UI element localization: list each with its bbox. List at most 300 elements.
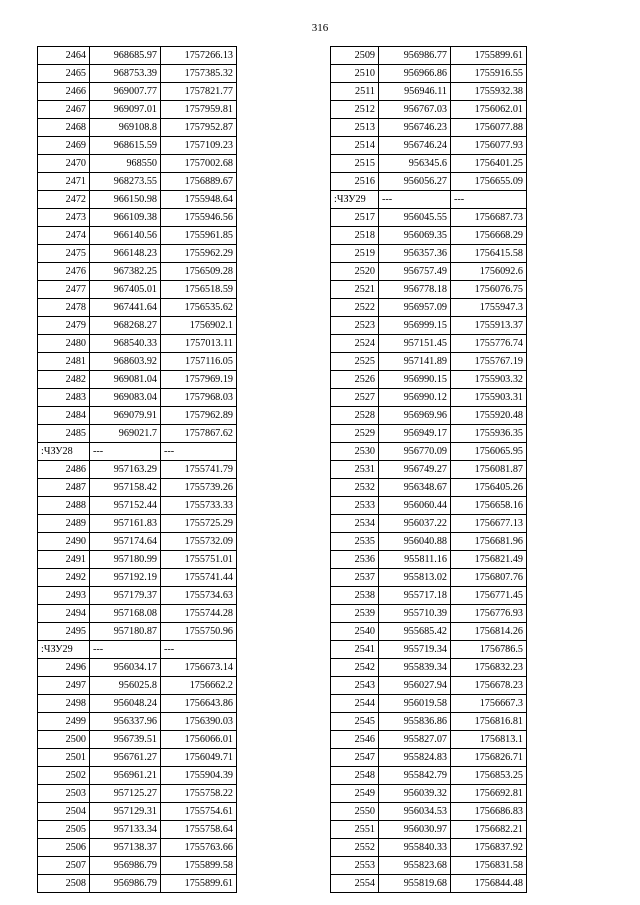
point-number-cell: 2497	[38, 677, 90, 695]
y-coordinate-cell: 1756077.93	[451, 137, 527, 155]
y-coordinate-cell: 1755725.29	[161, 515, 237, 533]
y-coordinate-cell: 1756509.28	[161, 263, 237, 281]
y-coordinate-cell: 1755913.37	[451, 317, 527, 335]
x-coordinate-cell: 956025.8	[90, 677, 161, 695]
y-coordinate-cell: 1757969.19	[161, 371, 237, 389]
x-coordinate-cell: 956040.88	[379, 533, 451, 551]
x-coordinate-cell: 969079.91	[90, 407, 161, 425]
point-number-cell: 2475	[38, 245, 90, 263]
y-coordinate-cell: 1756821.49	[451, 551, 527, 569]
point-number-cell: 2524	[331, 335, 379, 353]
point-number-cell: 2481	[38, 353, 90, 371]
table-row	[331, 479, 527, 497]
x-coordinate-cell: 966148.23	[90, 245, 161, 263]
point-number-cell: 2482	[38, 371, 90, 389]
point-number-cell: 2549	[331, 785, 379, 803]
table-row	[331, 245, 527, 263]
table-row	[38, 803, 237, 821]
table-row	[38, 191, 237, 209]
table-row	[331, 353, 527, 371]
point-number-cell: 2508	[38, 875, 90, 893]
x-coordinate-cell: 956761.27	[90, 749, 161, 767]
table-row	[331, 533, 527, 551]
x-coordinate-cell: 969108.8	[90, 119, 161, 137]
table-row	[331, 389, 527, 407]
y-coordinate-cell: 1756655.09	[451, 173, 527, 191]
y-coordinate-cell: 1756687.73	[451, 209, 527, 227]
point-number-cell: 2466	[38, 83, 90, 101]
table-row	[331, 515, 527, 533]
table-row	[38, 227, 237, 245]
y-coordinate-cell: 1756667.3	[451, 695, 527, 713]
table-row	[38, 101, 237, 119]
point-number-cell: 2552	[331, 839, 379, 857]
table-row	[331, 587, 527, 605]
point-number-cell: 2515	[331, 155, 379, 173]
y-coordinate-cell: 1755758.22	[161, 785, 237, 803]
x-coordinate-cell: 967405.01	[90, 281, 161, 299]
section-y-cell: ---	[161, 443, 237, 461]
x-coordinate-cell: 956770.09	[379, 443, 451, 461]
table-row	[331, 677, 527, 695]
table-row	[38, 821, 237, 839]
table-row	[331, 569, 527, 587]
point-number-cell: 2489	[38, 515, 90, 533]
x-coordinate-cell: 956990.15	[379, 371, 451, 389]
x-coordinate-cell: 957161.83	[90, 515, 161, 533]
point-number-cell: 2548	[331, 767, 379, 785]
y-coordinate-cell: 1756786.5	[451, 641, 527, 659]
y-coordinate-cell: 1756813.1	[451, 731, 527, 749]
table-row	[38, 731, 237, 749]
y-coordinate-cell: 1757109.23	[161, 137, 237, 155]
x-coordinate-cell: 957151.45	[379, 335, 451, 353]
table-row	[331, 281, 527, 299]
table-row	[38, 605, 237, 623]
point-number-cell: 2542	[331, 659, 379, 677]
y-coordinate-cell: 1756771.45	[451, 587, 527, 605]
x-coordinate-cell: 956030.97	[379, 821, 451, 839]
table-row	[331, 83, 527, 101]
y-coordinate-cell: 1756076.75	[451, 281, 527, 299]
point-number-cell: 2509	[331, 47, 379, 65]
x-coordinate-cell: 969097.01	[90, 101, 161, 119]
point-number-cell: 2518	[331, 227, 379, 245]
y-coordinate-cell: 1755946.56	[161, 209, 237, 227]
y-coordinate-cell: 1755741.79	[161, 461, 237, 479]
y-coordinate-cell: 1756832.23	[451, 659, 527, 677]
point-number-cell: 2499	[38, 713, 90, 731]
point-number-cell: 2465	[38, 65, 90, 83]
coordinates-table-right	[330, 46, 527, 893]
point-number-cell: 2502	[38, 767, 90, 785]
y-coordinate-cell: 1756902.1	[161, 317, 237, 335]
x-coordinate-cell: 956056.27	[379, 173, 451, 191]
y-coordinate-cell: 1756643.86	[161, 695, 237, 713]
table-row	[331, 767, 527, 785]
y-coordinate-cell: 1757962.89	[161, 407, 237, 425]
table-row	[38, 119, 237, 137]
y-coordinate-cell: 1756415.58	[451, 245, 527, 263]
x-coordinate-cell: 956746.24	[379, 137, 451, 155]
x-coordinate-cell: 968268.27	[90, 317, 161, 335]
y-coordinate-cell: 1756662.2	[161, 677, 237, 695]
table-row	[331, 65, 527, 83]
point-number-cell: 2471	[38, 173, 90, 191]
y-coordinate-cell: 1755936.35	[451, 425, 527, 443]
x-coordinate-cell: 957180.99	[90, 551, 161, 569]
table-row	[38, 677, 237, 695]
x-coordinate-cell: 955824.83	[379, 749, 451, 767]
point-number-cell: 2513	[331, 119, 379, 137]
x-coordinate-cell: 955827.07	[379, 731, 451, 749]
x-coordinate-cell: 957141.89	[379, 353, 451, 371]
x-coordinate-cell: 956999.15	[379, 317, 451, 335]
y-coordinate-cell: 1755916.55	[451, 65, 527, 83]
y-coordinate-cell: 1756065.95	[451, 443, 527, 461]
point-number-cell: 2539	[331, 605, 379, 623]
table-row	[331, 641, 527, 659]
point-number-cell: 2521	[331, 281, 379, 299]
x-coordinate-cell: 956045.55	[379, 209, 451, 227]
table-row	[38, 425, 237, 443]
y-coordinate-cell: 1756081.87	[451, 461, 527, 479]
point-number-cell: 2532	[331, 479, 379, 497]
x-coordinate-cell: 957180.87	[90, 623, 161, 641]
table-row	[331, 443, 527, 461]
table-row	[38, 767, 237, 785]
table-row	[331, 605, 527, 623]
y-coordinate-cell: 1756678.23	[451, 677, 527, 695]
table-row	[331, 173, 527, 191]
point-number-cell: 2510	[331, 65, 379, 83]
x-coordinate-cell: 957168.08	[90, 605, 161, 623]
table-row	[38, 569, 237, 587]
point-number-cell: 2500	[38, 731, 90, 749]
point-number-cell: 2485	[38, 425, 90, 443]
x-coordinate-cell: 957163.29	[90, 461, 161, 479]
x-coordinate-cell: 955719.34	[379, 641, 451, 659]
table-row	[38, 875, 237, 893]
table-row	[38, 47, 237, 65]
point-number-cell: 2520	[331, 263, 379, 281]
point-number-cell: 2483	[38, 389, 90, 407]
point-number-cell: 2467	[38, 101, 90, 119]
table-row	[38, 371, 237, 389]
y-coordinate-cell: 1757013.11	[161, 335, 237, 353]
y-coordinate-cell: 1755741.44	[161, 569, 237, 587]
point-number-cell: 2527	[331, 389, 379, 407]
x-coordinate-cell: 955710.39	[379, 605, 451, 623]
x-coordinate-cell: 956034.17	[90, 659, 161, 677]
table-row	[331, 731, 527, 749]
point-number-cell: 2534	[331, 515, 379, 533]
point-number-cell: 2550	[331, 803, 379, 821]
y-coordinate-cell: 1756066.01	[161, 731, 237, 749]
point-number-cell: 2464	[38, 47, 90, 65]
y-coordinate-cell: 1755947.3	[451, 299, 527, 317]
y-coordinate-cell: 1756807.76	[451, 569, 527, 587]
table-row	[38, 245, 237, 263]
table-row	[331, 857, 527, 875]
y-coordinate-cell: 1755904.39	[161, 767, 237, 785]
y-coordinate-cell: 1755763.66	[161, 839, 237, 857]
table-row	[331, 227, 527, 245]
y-coordinate-cell: 1755899.61	[451, 47, 527, 65]
table-row	[331, 209, 527, 227]
x-coordinate-cell: 956957.09	[379, 299, 451, 317]
point-number-cell: 2544	[331, 695, 379, 713]
point-number-cell: 2514	[331, 137, 379, 155]
x-coordinate-cell: 956961.21	[90, 767, 161, 785]
table-row	[331, 47, 527, 65]
table-row	[331, 461, 527, 479]
x-coordinate-cell: 956986.79	[90, 875, 161, 893]
y-coordinate-cell: 1756518.59	[161, 281, 237, 299]
point-number-cell: 2553	[331, 857, 379, 875]
x-coordinate-cell: 955819.68	[379, 875, 451, 893]
y-coordinate-cell: 1757002.68	[161, 155, 237, 173]
x-coordinate-cell: 956019.58	[379, 695, 451, 713]
x-coordinate-cell: 956767.03	[379, 101, 451, 119]
y-coordinate-cell: 1756681.96	[451, 533, 527, 551]
y-coordinate-cell: 1755750.96	[161, 623, 237, 641]
point-number-cell: 2477	[38, 281, 90, 299]
table-row	[331, 803, 527, 821]
y-coordinate-cell: 1756092.6	[451, 263, 527, 281]
point-number-cell: 2517	[331, 209, 379, 227]
table-row	[38, 83, 237, 101]
table-row	[331, 839, 527, 857]
y-coordinate-cell: 1757968.03	[161, 389, 237, 407]
x-coordinate-cell: 956949.17	[379, 425, 451, 443]
table-row	[38, 479, 237, 497]
x-coordinate-cell: 956345.6	[379, 155, 451, 173]
point-number-cell: 2529	[331, 425, 379, 443]
point-number-cell: 2512	[331, 101, 379, 119]
y-coordinate-cell: 1756077.88	[451, 119, 527, 137]
table-row	[331, 821, 527, 839]
y-coordinate-cell: 1756682.21	[451, 821, 527, 839]
point-number-cell: 2484	[38, 407, 90, 425]
x-coordinate-cell: 956037.22	[379, 515, 451, 533]
point-number-cell: 2540	[331, 623, 379, 641]
point-number-cell: 2487	[38, 479, 90, 497]
y-coordinate-cell: 1756853.25	[451, 767, 527, 785]
y-coordinate-cell: 1756668.29	[451, 227, 527, 245]
x-coordinate-cell: 968615.59	[90, 137, 161, 155]
y-coordinate-cell: 1755899.61	[161, 875, 237, 893]
point-number-cell: 2468	[38, 119, 90, 137]
x-coordinate-cell: 968550	[90, 155, 161, 173]
table-row	[38, 713, 237, 731]
section-label-cell: :ЧЗУ29	[331, 191, 379, 209]
x-coordinate-cell: 956749.27	[379, 461, 451, 479]
y-coordinate-cell: 1755920.48	[451, 407, 527, 425]
point-number-cell: 2501	[38, 749, 90, 767]
point-number-cell: 2533	[331, 497, 379, 515]
point-number-cell: 2523	[331, 317, 379, 335]
table-row	[38, 839, 237, 857]
point-number-cell: 2474	[38, 227, 90, 245]
table-row	[331, 749, 527, 767]
x-coordinate-cell: 956048.24	[90, 695, 161, 713]
x-coordinate-cell: 956946.11	[379, 83, 451, 101]
point-number-cell: 2530	[331, 443, 379, 461]
table-row	[38, 533, 237, 551]
point-number-cell: 2547	[331, 749, 379, 767]
y-coordinate-cell: 1755948.64	[161, 191, 237, 209]
x-coordinate-cell: 957179.37	[90, 587, 161, 605]
x-coordinate-cell: 957192.19	[90, 569, 161, 587]
table-row	[331, 425, 527, 443]
table-row	[331, 785, 527, 803]
section-header-row	[38, 641, 237, 659]
y-coordinate-cell: 1756673.14	[161, 659, 237, 677]
x-coordinate-cell: 968685.97	[90, 47, 161, 65]
y-coordinate-cell: 1756776.93	[451, 605, 527, 623]
section-header-row	[331, 191, 527, 209]
table-row	[38, 173, 237, 191]
table-row	[38, 659, 237, 677]
table-row	[38, 515, 237, 533]
y-coordinate-cell: 1756837.92	[451, 839, 527, 857]
y-coordinate-cell: 1756535.62	[161, 299, 237, 317]
x-coordinate-cell: 955717.18	[379, 587, 451, 605]
y-coordinate-cell: 1755732.09	[161, 533, 237, 551]
y-coordinate-cell: 1755754.61	[161, 803, 237, 821]
table-row	[38, 299, 237, 317]
x-coordinate-cell: 956757.49	[379, 263, 451, 281]
table-row	[331, 155, 527, 173]
table-row	[331, 299, 527, 317]
table-row	[38, 623, 237, 641]
x-coordinate-cell: 968753.39	[90, 65, 161, 83]
point-number-cell: 2535	[331, 533, 379, 551]
y-coordinate-cell: 1756401.25	[451, 155, 527, 173]
y-coordinate-cell: 1755767.19	[451, 353, 527, 371]
table-row	[331, 659, 527, 677]
table-row	[38, 785, 237, 803]
table-row	[38, 353, 237, 371]
page-number: 316	[311, 22, 329, 34]
x-coordinate-cell: 955685.42	[379, 623, 451, 641]
y-coordinate-cell: 1755744.28	[161, 605, 237, 623]
point-number-cell: 2516	[331, 173, 379, 191]
point-number-cell: 2490	[38, 533, 90, 551]
table-row	[331, 317, 527, 335]
section-x-cell: ---	[379, 191, 451, 209]
section-x-cell: ---	[90, 443, 161, 461]
point-number-cell: 2503	[38, 785, 90, 803]
x-coordinate-cell: 957125.27	[90, 785, 161, 803]
point-number-cell: 2536	[331, 551, 379, 569]
x-coordinate-cell: 955811.16	[379, 551, 451, 569]
y-coordinate-cell: 1757959.81	[161, 101, 237, 119]
table-row	[38, 263, 237, 281]
x-coordinate-cell: 957129.31	[90, 803, 161, 821]
point-number-cell: 2492	[38, 569, 90, 587]
point-number-cell: 2531	[331, 461, 379, 479]
point-number-cell: 2493	[38, 587, 90, 605]
x-coordinate-cell: 966140.56	[90, 227, 161, 245]
section-y-cell: ---	[161, 641, 237, 659]
table-row	[38, 857, 237, 875]
section-label-cell: :ЧЗУ29	[38, 641, 90, 659]
y-coordinate-cell: 1756814.26	[451, 623, 527, 641]
x-coordinate-cell: 957133.34	[90, 821, 161, 839]
y-coordinate-cell: 1756405.26	[451, 479, 527, 497]
table-row	[331, 335, 527, 353]
y-coordinate-cell: 1755962.29	[161, 245, 237, 263]
point-number-cell: 2494	[38, 605, 90, 623]
table-row	[38, 137, 237, 155]
y-coordinate-cell: 1756889.67	[161, 173, 237, 191]
y-coordinate-cell: 1756831.58	[451, 857, 527, 875]
table-row	[331, 497, 527, 515]
y-coordinate-cell: 1755903.31	[451, 389, 527, 407]
table-row	[38, 695, 237, 713]
x-coordinate-cell: 957158.42	[90, 479, 161, 497]
x-coordinate-cell: 968540.33	[90, 335, 161, 353]
table-row	[38, 281, 237, 299]
table-row	[331, 713, 527, 731]
section-label-cell: :ЧЗУ28	[38, 443, 90, 461]
point-number-cell: 2546	[331, 731, 379, 749]
table-row	[331, 875, 527, 893]
x-coordinate-cell: 966109.38	[90, 209, 161, 227]
point-number-cell: 2472	[38, 191, 90, 209]
table-row	[38, 587, 237, 605]
y-coordinate-cell: 1757266.13	[161, 47, 237, 65]
point-number-cell: 2554	[331, 875, 379, 893]
point-number-cell: 2507	[38, 857, 90, 875]
y-coordinate-cell: 1756844.48	[451, 875, 527, 893]
x-coordinate-cell: 955836.86	[379, 713, 451, 731]
y-coordinate-cell: 1755733.33	[161, 497, 237, 515]
section-header-row	[38, 443, 237, 461]
y-coordinate-cell: 1757821.77	[161, 83, 237, 101]
x-coordinate-cell: 957152.44	[90, 497, 161, 515]
x-coordinate-cell: 957138.37	[90, 839, 161, 857]
point-number-cell: 2491	[38, 551, 90, 569]
x-coordinate-cell: 969007.77	[90, 83, 161, 101]
y-coordinate-cell: 1757867.62	[161, 425, 237, 443]
x-coordinate-cell: 956746.23	[379, 119, 451, 137]
x-coordinate-cell: 956969.96	[379, 407, 451, 425]
point-number-cell: 2504	[38, 803, 90, 821]
point-number-cell: 2528	[331, 407, 379, 425]
x-coordinate-cell: 956986.77	[379, 47, 451, 65]
table-row	[331, 623, 527, 641]
x-coordinate-cell: 956348.67	[379, 479, 451, 497]
point-number-cell: 2470	[38, 155, 90, 173]
y-coordinate-cell: 1756062.01	[451, 101, 527, 119]
y-coordinate-cell: 1757116.05	[161, 353, 237, 371]
section-y-cell: ---	[451, 191, 527, 209]
x-coordinate-cell: 956027.94	[379, 677, 451, 695]
y-coordinate-cell: 1756658.16	[451, 497, 527, 515]
x-coordinate-cell: 969081.04	[90, 371, 161, 389]
coordinates-table-left	[37, 46, 237, 893]
x-coordinate-cell: 956357.36	[379, 245, 451, 263]
table-row	[331, 119, 527, 137]
y-coordinate-cell: 1756826.71	[451, 749, 527, 767]
x-coordinate-cell: 955840.33	[379, 839, 451, 857]
y-coordinate-cell: 1756686.83	[451, 803, 527, 821]
table-row	[331, 263, 527, 281]
x-coordinate-cell: 967441.64	[90, 299, 161, 317]
